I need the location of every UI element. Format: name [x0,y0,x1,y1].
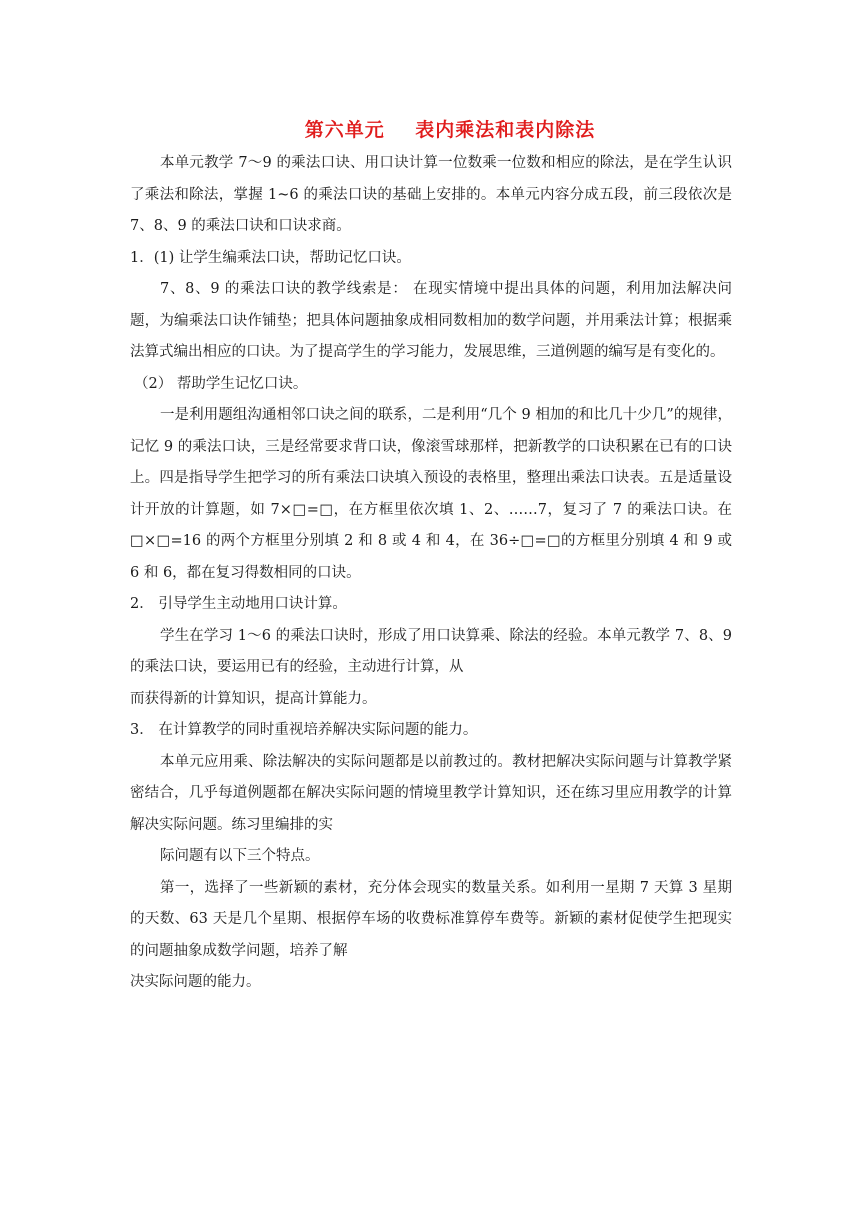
paragraph-teaching-clues: 7、8、9 的乘法口诀的教学线索是： 在现实情境中提出具体的问题，利用加法解决问题，为编乘法口诀作铺垫；把具体问题抽象成相同数相加的数学问题，并用乘法计算；根据乘法算式编出相应的口诀。为了提高学生的学习能力，发展思维，三道例题的编写是有变化的。 [130,281,732,360]
page-title: 第六单元 表内乘法和表内除法 [304,119,596,141]
paragraph-feature-one: 第一，选择了一些新颖的素材，充分体会现实的数量关系。如利用一星期 7 天算 3 星期的天数、63 天是几个星期、根据停车场的收费标准算停车费等。新颖的素材促使学生把现实的问题抽象成数学问题，培养了解 [130,879,732,959]
paragraph-real-problems: 本单元应用乘、除法解决的实际问题都是以前教过的。教材把解决实际问题与计算教学紧密结合，几乎每道例题都在解决实际问题的情境里教学计算知识，还在练习里应用教学的计算解决实际问题。练习里编排的实 [130,753,732,833]
paragraph-computation: 学生在学习 1～6 的乘法口诀时，形成了用口诀算乘、除法的经验。本单元教学 7、8、9 的乘法口诀，要运用已有的经验，主动进行计算，从 [130,627,732,675]
heading-2: 2． 引导学生主动地用口诀计算。 [130,596,347,612]
heading-1-2: （2） 帮助学生记忆口诀。 [134,375,308,392]
paragraph-computation-cont: 而获得新的计算知识，提高计算能力。 [130,690,377,707]
document-body [130,148,732,999]
heading-3: 3． 在计算教学的同时重视培养解决实际问题的能力。 [130,722,478,738]
heading-1-1: 1．(1) 让学生编乘法口诀，帮助记忆口诀。 [130,249,411,266]
paragraph-real-problems-cont: 际问题有以下三个特点。 [160,848,320,864]
paragraph-memory-methods: 一是利用题组沟通相邻口诀之间的联系，二是利用“几个 9 相加的和比几十少几”的规律，记忆 9 的乘法口诀，三是经常要求背口诀，像滚雪球那样，把新教学的口诀积累在已有的口诀上。四是指导学生把学习的所有乘法口诀填入预设的表格里，整理出乘法口诀表。五是适量设计开放的计算题，如 7×□=□，在方框里依次填 1、2、……7，复习了 7 的乘法口诀。在□×□=16 的两个方框里分别填 2 和 8 或 4 和 4，在 36÷□=□的方框里分别填 4 和 9 或 6 和 6，都在复习得数相同的口诀。 [130,407,732,581]
paragraph-feature-one-cont: 决实际问题的能力。 [130,974,261,990]
paragraph-intro: 本单元教学 7～9 的乘法口诀、用口诀计算一位数乘一位数和相应的除法，是在学生认识了乘法和除法，掌握 1~6 的乘法口诀的基础上安排的。本单元内容分成五段，前三段依次是 7、8、9 的乘法口诀和口诀求商。 [130,155,732,234]
